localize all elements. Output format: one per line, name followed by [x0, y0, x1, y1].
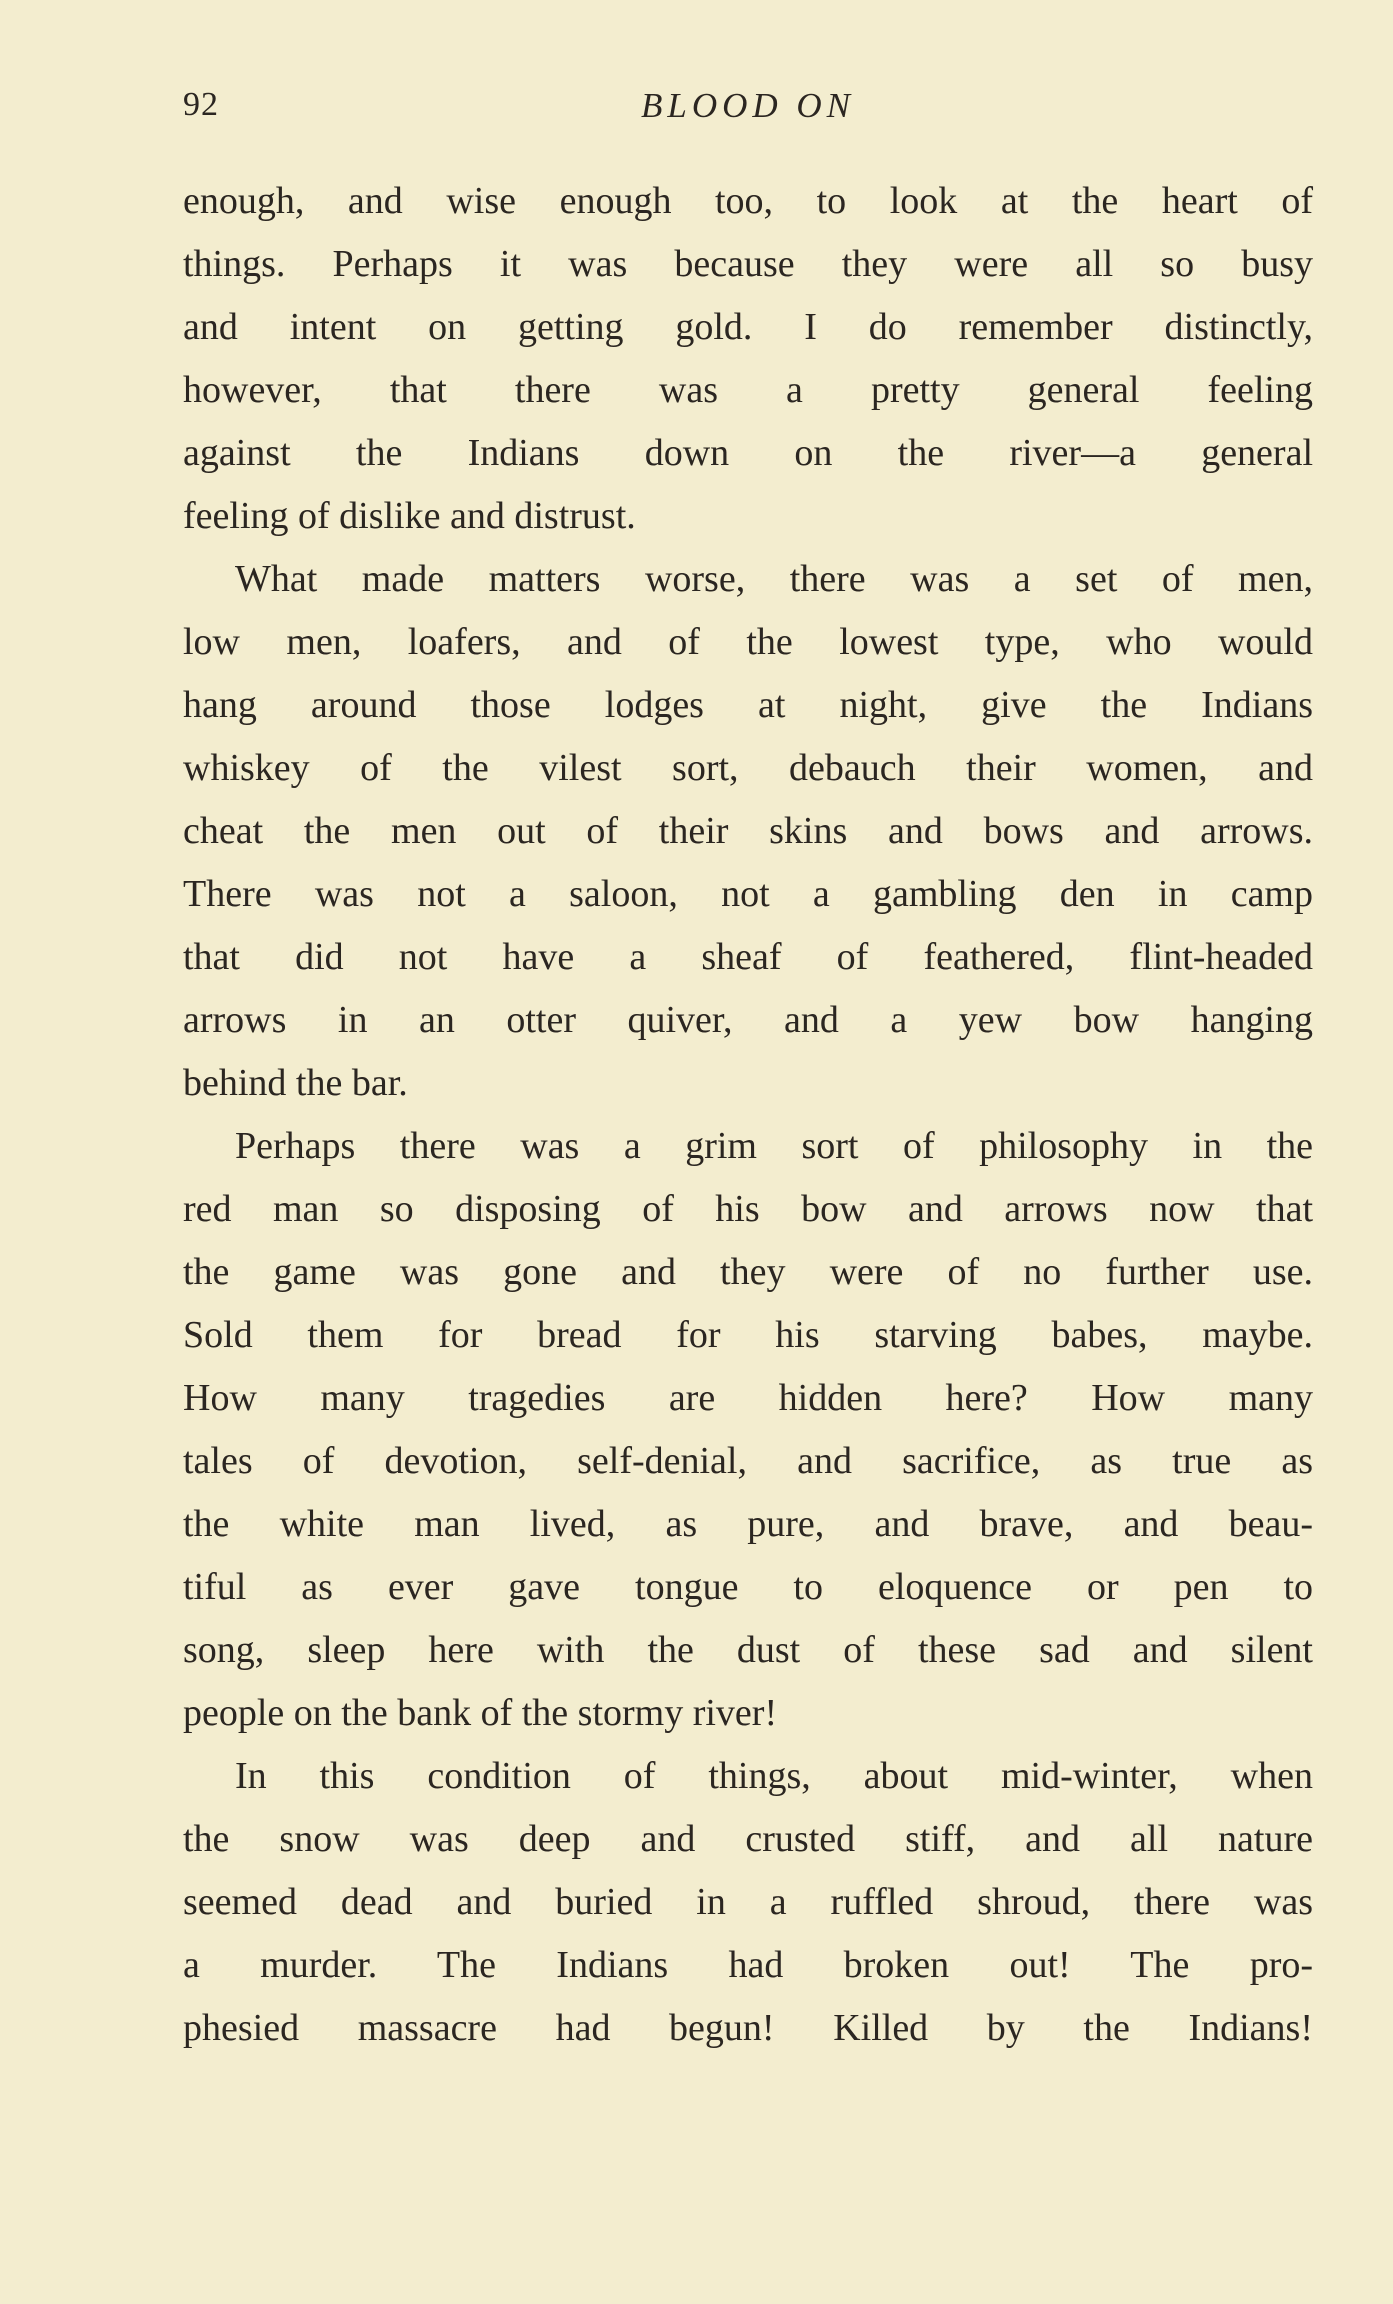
text-line: phesied massacre had begun! Killed by the Indians! [183, 2007, 1313, 2049]
text-line: the white man lived, as pure, and brave, and beau- [183, 1503, 1313, 1545]
text-line: arrows in an otter quiver, and a yew bow hanging [183, 999, 1313, 1041]
body-text [183, 170, 1313, 2060]
page-number: 92 [183, 86, 219, 123]
text-line: song, sleep here with the dust of these sad and silent [183, 1629, 1313, 1671]
text-line: against the Indians down on the river—a general [183, 432, 1313, 474]
text-line: seemed dead and buried in a ruffled shroud, there was [183, 1881, 1313, 1923]
text-line: behind the bar. [183, 1062, 408, 1104]
text-line: cheat the men out of their skins and bows and arrows. [183, 810, 1313, 852]
text-line: whiskey of the vilest sort, debauch their women, and [183, 747, 1313, 789]
text-line: things. Perhaps it was because they were all so busy [183, 243, 1313, 285]
text-line: the snow was deep and crusted stiff, and all nature [183, 1818, 1313, 1860]
text-line: What made matters worse, there was a set of men, [235, 558, 1313, 600]
text-line: the game was gone and they were of no further use. [183, 1251, 1313, 1293]
paragraph [183, 170, 1313, 548]
text-line: a murder. The Indians had broken out! The pro- [183, 1944, 1313, 1986]
text-line: tales of devotion, self-denial, and sacrifice, as true as [183, 1440, 1313, 1482]
text-line: Perhaps there was a grim sort of philosophy in the [235, 1125, 1313, 1167]
text-line: and intent on getting gold. I do remember distinctly, [183, 306, 1313, 348]
text-line: How many tragedies are hidden here? How many [183, 1377, 1313, 1419]
paragraph [183, 1115, 1313, 1745]
text-line: that did not have a sheaf of feathered, flint-headed [183, 936, 1313, 978]
text-line: hang around those lodges at night, give the Indians [183, 684, 1313, 726]
text-line: tiful as ever gave tongue to eloquence or pen to [183, 1566, 1313, 1608]
text-line: however, that there was a pretty general feeling [183, 369, 1313, 411]
text-line: enough, and wise enough too, to look at the heart of [183, 180, 1313, 222]
text-line: There was not a saloon, not a gambling den in camp [183, 873, 1313, 915]
text-line: people on the bank of the stormy river! [183, 1692, 778, 1734]
page-header [183, 86, 1313, 142]
text-line: feeling of dislike and distrust. [183, 495, 636, 537]
text-line: In this condition of things, about mid-winter, when [235, 1755, 1313, 1797]
paragraph [183, 548, 1313, 1115]
paragraph [183, 1745, 1313, 2060]
text-line: low men, loafers, and of the lowest type, who would [183, 621, 1313, 663]
text-line: Sold them for bread for his starving babes, maybe. [183, 1314, 1313, 1356]
text-line: red man so disposing of his bow and arrows now that [183, 1188, 1313, 1230]
running-head: BLOOD ON [640, 86, 856, 125]
